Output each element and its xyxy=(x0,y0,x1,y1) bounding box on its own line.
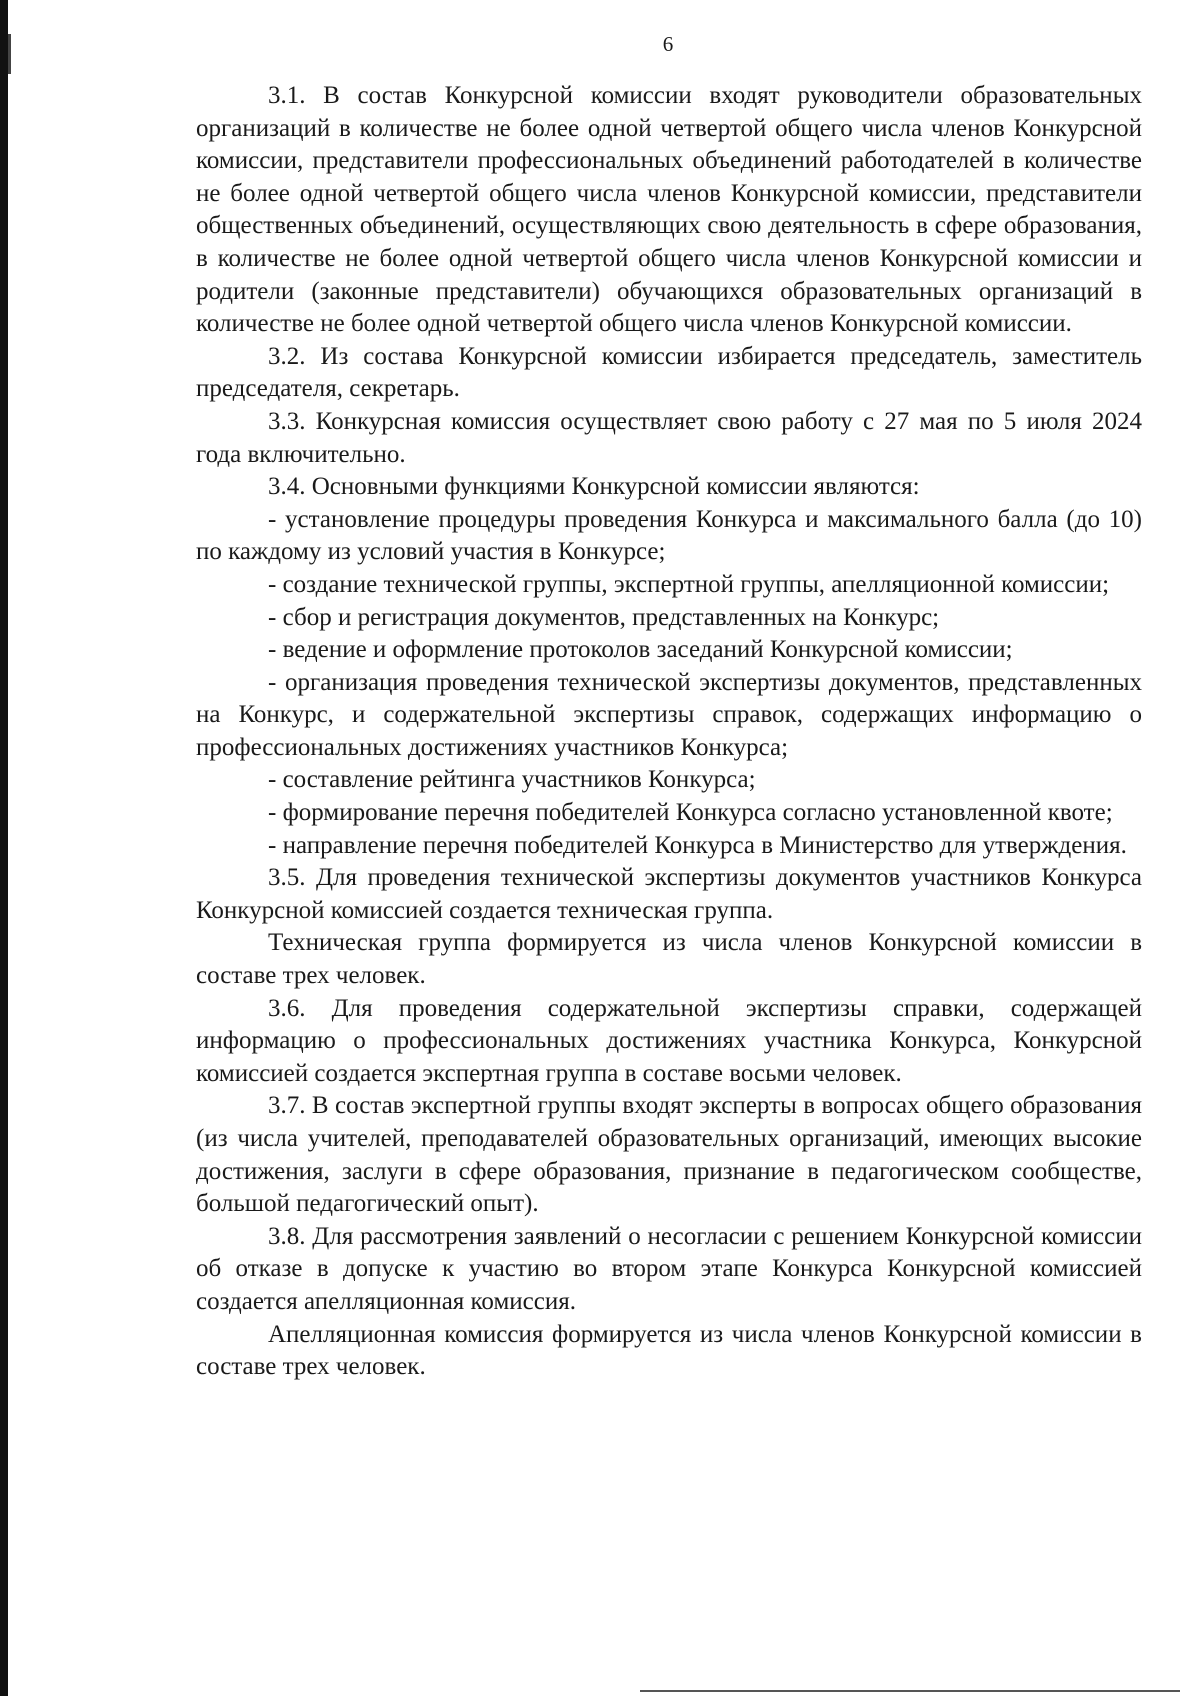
paragraph-3-6: 3.6. Для проведения содержательной экспертизы справки, содержащей информацию о профессиональных достижениях участника Конкурса, Конкурсной комиссией создается экспертная группа в составе восьми человек. xyxy=(196,994,1142,1087)
list-item-procedure: - установление процедуры проведения Конкурса и максимального балла (до 10) по каждому из условий участия в Конкурсе; xyxy=(196,505,1142,566)
document-body xyxy=(196,80,1142,1384)
paragraph-3-1: 3.1. В состав Конкурсной комиссии входят руководители образовательных организаций в количестве не более одной четвертой общего числа членов Конкурсной комиссии, представители профессиональных объединений работодателей в количестве не более одной четвертой общего числа членов Конкурсной комиссии, представители общественных объединений, осуществляющих свою деятельность в сфере образования, в количестве не более одной четвертой общего числа членов Конкурсной комиссии и родители (законные представители) обучающихся образовательных организаций в количестве не более одной четвертой общего числа членов Конкурсной комиссии. xyxy=(196,82,1142,338)
list-item-documents: - сбор и регистрация документов, представленных на Конкурс; xyxy=(268,603,940,631)
list-item-groups: - создание технической группы, экспертной группы, апелляционной комиссии; xyxy=(268,570,1110,598)
list-item-expertise: - организация проведения технической экспертизы документов, представленных на Конкурс, и содержательной экспертизы справок, содержащих информацию о профессиональных достижениях участников Конкурса; xyxy=(196,668,1142,761)
paragraph-3-4: 3.4. Основными функциями Конкурсной комиссии являются: xyxy=(268,473,920,501)
scan-left-edge xyxy=(0,0,8,1696)
list-item-winners: - формирование перечня победителей Конкурса согласно установленной квоте; xyxy=(268,799,1113,827)
paragraph-3-3: 3.3. Конкурсная комиссия осуществляет свою работу с 27 мая по 5 июля 2024 года включительно. xyxy=(196,407,1142,468)
paragraph-3-2: 3.2. Из состава Конкурсной комиссии избирается председатель, заместитель председателя, секретарь. xyxy=(196,342,1142,403)
list-item-protocols: - ведение и оформление протоколов заседаний Конкурсной комиссии; xyxy=(268,636,1013,664)
list-item-ministry: - направление перечня победителей Конкурса в Министерство для утверждения. xyxy=(268,831,1127,859)
page-number: 6 xyxy=(662,32,674,56)
paragraph-3-5: 3.5. Для проведения технической экспертизы документов участников Конкурса Конкурсной комиссией создается техническая группа. xyxy=(196,864,1142,924)
list-item-rating: - составление рейтинга участников Конкурса; xyxy=(268,766,756,794)
paragraph-3-8: 3.8. Для рассмотрения заявлений о несогласии с решением Конкурсной комиссии об отказе в допуске к участию во втором этапе Конкурса Конкурсной комиссией создается апелляционная комиссия. xyxy=(196,1222,1142,1315)
paragraph-appeal-commission: Апелляционная комиссия формируется из числа членов Конкурсной комиссии в составе трех человек. xyxy=(196,1320,1142,1381)
scan-bottom-rule xyxy=(640,1690,1180,1692)
paragraph-3-7: 3.7. В состав экспертной группы входят эксперты в вопросах общего образования (из числа учителей, преподавателей образовательных организаций, имеющих высокие достижения, заслуги в сфере образования, признание в педагогическом сообществе, большой педагогический опыт). xyxy=(196,1092,1142,1218)
paragraph-technical-group: Техническая группа формируется из числа членов Конкурсной комиссии в составе трех человек. xyxy=(196,929,1142,990)
